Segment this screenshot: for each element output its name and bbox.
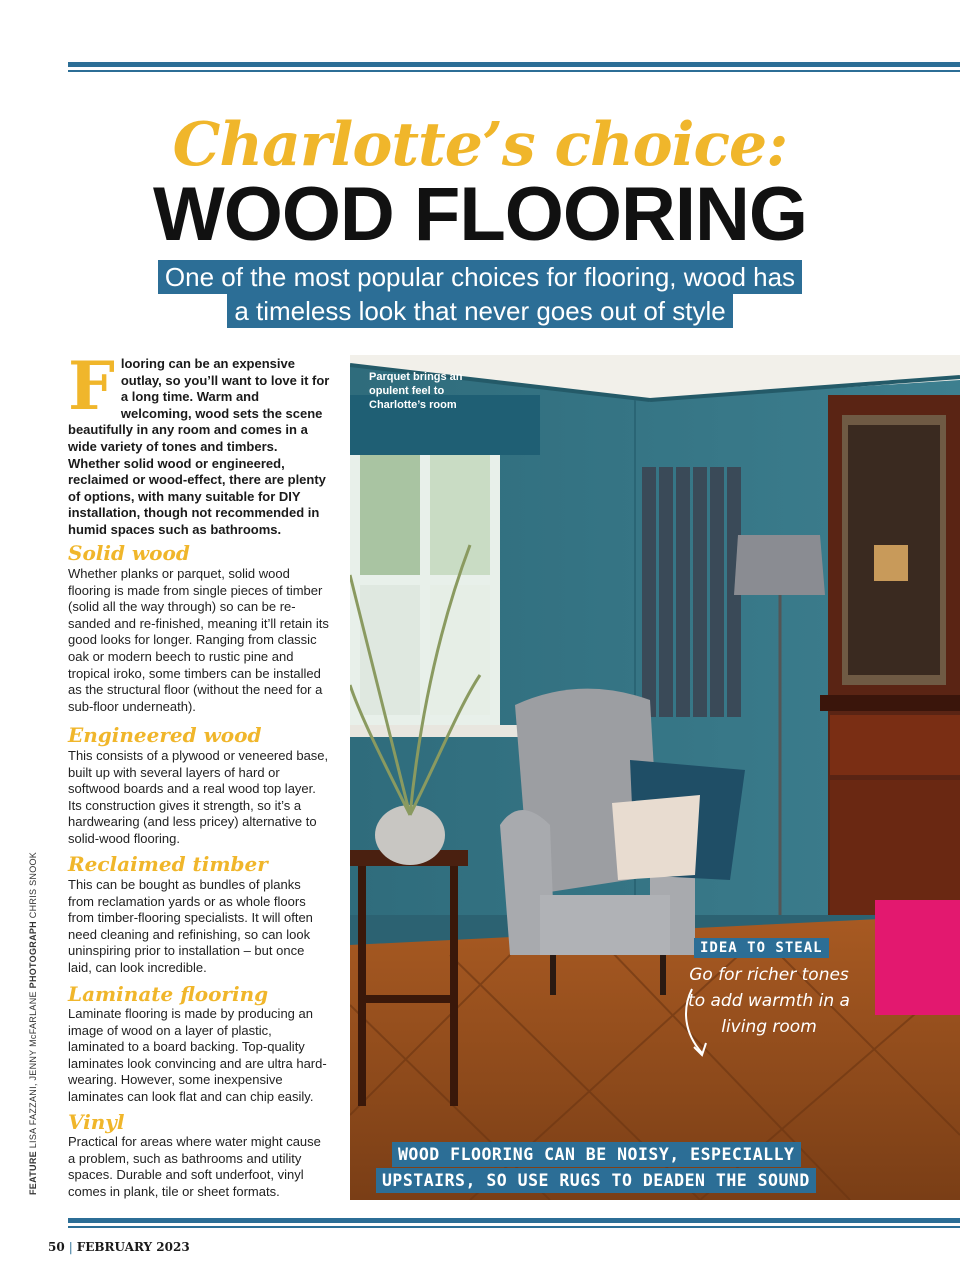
standfirst-line-2 xyxy=(0,294,960,328)
pullquote-line-2 xyxy=(376,1168,816,1193)
body-vinyl: Practical for areas where water might cause a problem, such as bathrooms and utility spaces. Durable and soft underfoot, vinyl comes in plank, tile or sheet formats. xyxy=(68,1134,321,1199)
standfirst-line-1 xyxy=(0,260,960,294)
bottom-rule xyxy=(68,1218,960,1223)
idea-text: Go for richer tones to add warmth in a living room xyxy=(688,965,850,1037)
heading-solid-wood: Solid wood xyxy=(68,541,190,565)
heading-reclaimed-timber: Reclaimed timber xyxy=(68,852,268,876)
credit-photo-names: CHRIS SNOOK xyxy=(28,851,38,919)
standfirst-text-2: a timeless look that never goes out of style xyxy=(227,294,732,328)
pullquote-text-1: WOOD FLOORING CAN BE NOISY, ESPECIALLY xyxy=(392,1142,801,1167)
photo-credits xyxy=(28,851,44,1195)
body-laminate-flooring: Laminate flooring is made by producing an image of wood on a layer of plastic, laminated to a board backing. Top-quality laminates look convincing and are ultra hard-wearing. However, some inexpensive laminates can look flat and can chip easily. xyxy=(68,1006,327,1104)
body-solid-wood: Whether planks or parquet, solid wood flooring is made from single pieces of timber (solid all the way through) so can be re-sanded and re-finished, meaning it’ll retain its good looks for longer. Ranging from classic oak or modern beech to rustic pine and tropical iroko, some timbers can be installed as the structural floor (without the need for a sub-floor underneath). xyxy=(68,566,329,714)
intro-text: looring can be an expensive outlay, so you’ll want to love it for a long time. Warm and welcoming, wood sets the scene beautifully in any room and comes in a wide variety of tones and timbers. Whether solid wood or engineered, reclaimed or wood-effect, there are plenty of options, with many suitable for DIY installation, though not recommended in humid spaces such as bathrooms. xyxy=(68,356,330,537)
folio-separator: | xyxy=(68,1240,73,1254)
headline: WOOD FLOORING xyxy=(152,172,808,257)
body-engineered-wood: This consists of a plywood or veneered base, built up with several layers of hard or softwood boards and a real wood top layer. Its construction gives it strength, so it’s a hardwearing (and less pricey) alternative to solid-wood flooring. xyxy=(68,748,329,846)
top-rule-thin xyxy=(68,70,960,72)
intro-paragraph xyxy=(68,347,330,539)
page-number: 50 xyxy=(48,1240,65,1254)
credit-feature-names: LISA FAZZANI, JENNY McFARLANE xyxy=(28,991,38,1149)
heading-laminate-flooring: Laminate flooring xyxy=(68,982,269,1006)
kicker: Charlotte’s choice: xyxy=(172,110,788,180)
photo-caption: Parquet brings an opulent feel to Charlotte’s room xyxy=(369,371,463,411)
room-photo xyxy=(350,355,960,1200)
credit-photo-label: PHOTOGRAPH xyxy=(28,921,38,989)
drop-cap: F xyxy=(68,347,115,425)
body-reclaimed-timber: This can be bought as bundles of planks from reclamation yards or as whole floors from timber-flooring specialists. It will often need cleaning and refinishing, so can look uninspiring prior to installation – but once laid, can look incredible. xyxy=(68,877,313,975)
heading-engineered-wood: Engineered wood xyxy=(68,723,262,747)
standfirst-text-1: One of the most popular choices for flooring, wood has xyxy=(158,260,802,294)
bottom-rule-thin xyxy=(68,1226,960,1228)
pullquote-text-2: UPSTAIRS, SO USE RUGS TO DEADEN THE SOUND xyxy=(376,1168,816,1193)
top-rule xyxy=(68,62,960,67)
heading-vinyl: Vinyl xyxy=(68,1110,125,1134)
pullquote-line-1 xyxy=(392,1142,801,1167)
curved-arrow-icon xyxy=(680,985,720,1065)
issue-date: FEBRUARY 2023 xyxy=(76,1240,190,1254)
credit-text xyxy=(28,852,38,1195)
folio xyxy=(48,1240,190,1254)
credit-feature-label: FEATURE xyxy=(28,1151,38,1195)
idea-label: IDEA TO STEAL xyxy=(694,938,829,958)
